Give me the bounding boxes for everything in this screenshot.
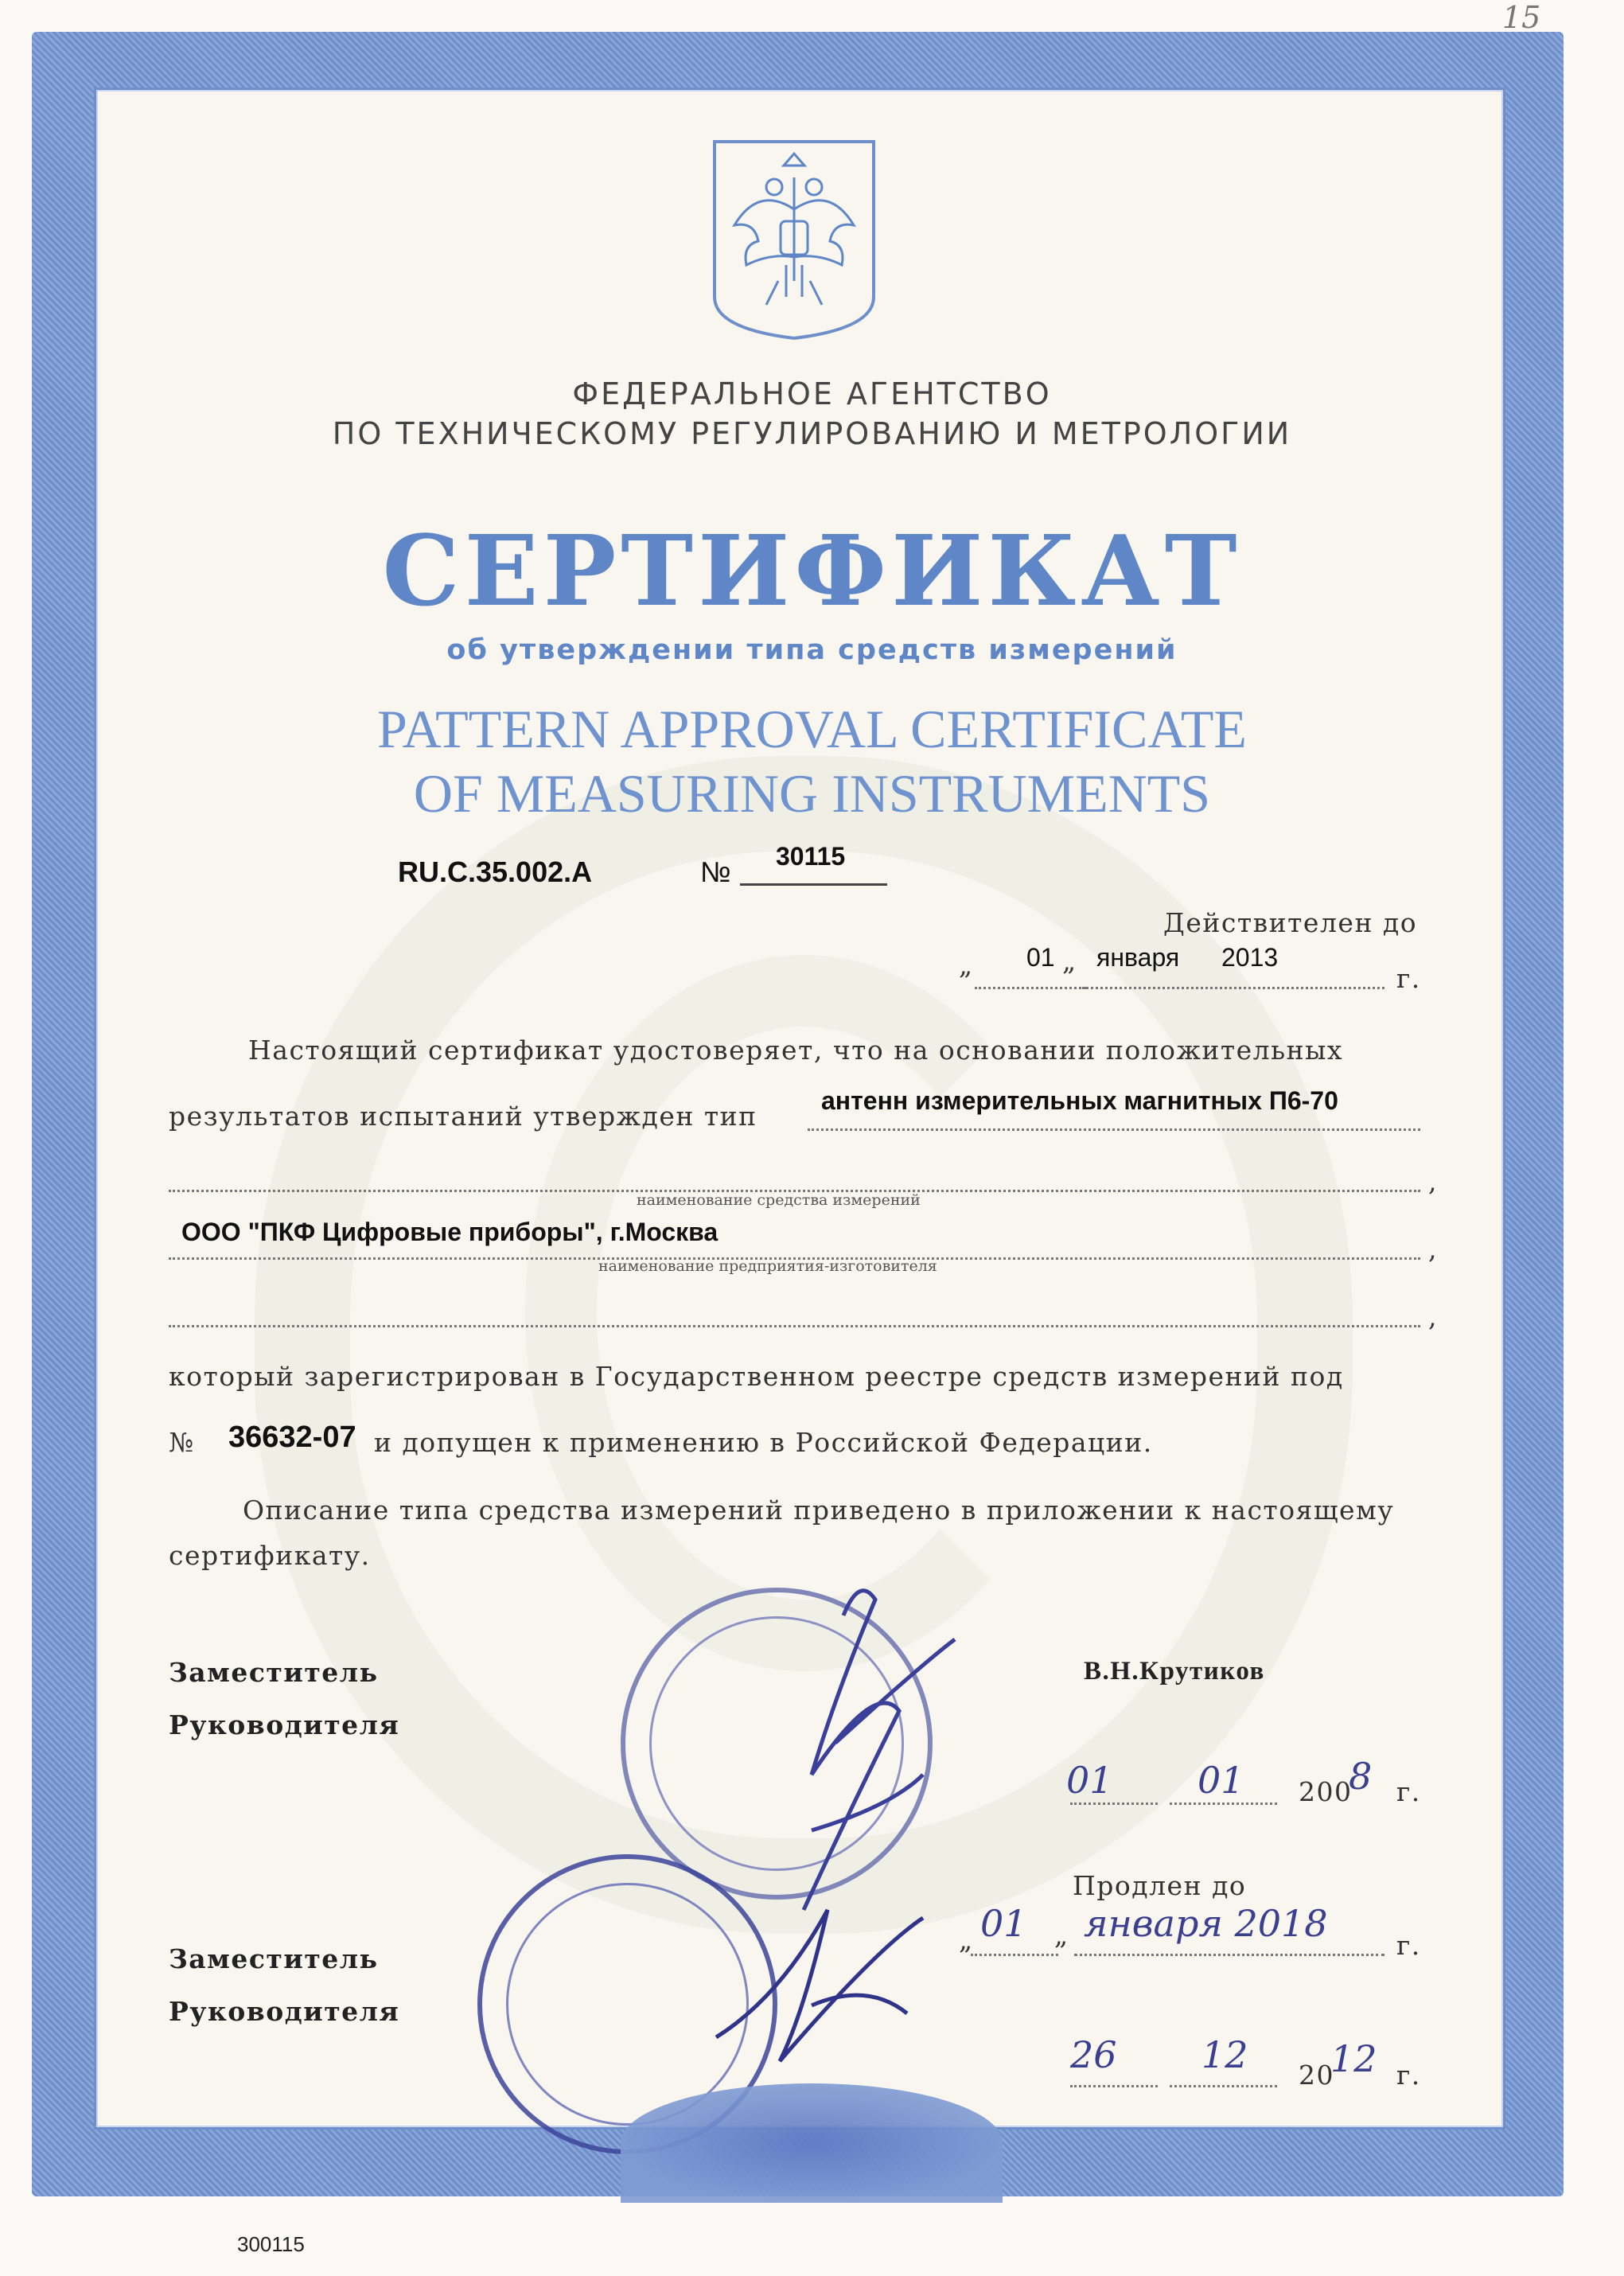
certificate-code: RU.C.35.002.A <box>398 855 593 888</box>
signature-1-year-hand: 8 <box>1349 1755 1373 1798</box>
registry-number-label: № <box>169 1427 195 1458</box>
signature-1-role-line-1: Заместитель <box>169 1657 379 1688</box>
certificate-number: 30115 <box>776 842 846 871</box>
instrument-name: антенн измерительных магнитных П6-70 <box>821 1086 1338 1115</box>
agency-line-2: ПО ТЕХНИЧЕСКОМУ РЕГУЛИРОВАНИЮ И МЕТРОЛОГИИ <box>332 416 1292 451</box>
signature-1-date-day: 01 <box>1066 1759 1113 1802</box>
agency-line-1: ФЕДЕРАЛЬНОЕ АГЕНТСТВО <box>572 376 1052 411</box>
signature-1-name: В.Н.Крутиков <box>1084 1657 1265 1686</box>
manufacturer-comma-2: , <box>1428 1301 1438 1332</box>
signature-1-year-suffix: г. <box>1396 1776 1421 1807</box>
certificate-number-line <box>740 883 887 886</box>
corner-note: 15 <box>1502 0 1541 35</box>
validity-year: 2013 <box>1221 943 1279 972</box>
signature-2-date-month: 12 <box>1201 2033 1248 2076</box>
signature-2-day-line <box>1070 2085 1158 2087</box>
signature-2-role-line-2: Руководителя <box>169 1996 400 2027</box>
extension-day: 01 <box>980 1902 1027 1945</box>
manufacturer-comma: , <box>1428 1233 1438 1265</box>
title-en-line-1: PATTERN APPROVAL CERTIFICATE <box>377 699 1247 759</box>
bottom-ornament <box>621 2083 1003 2203</box>
extension-day-line <box>971 1954 1058 1956</box>
signature-2-date-day: 26 <box>1070 2033 1117 2076</box>
certificate-title: СЕРТИФИКАТ <box>382 513 1242 628</box>
validity-year-suffix: г. <box>1396 963 1421 994</box>
registry-number: 36632-07 <box>228 1421 356 1454</box>
signature-2-month-line <box>1170 2085 1277 2087</box>
validity-close-quote: „ <box>1062 945 1077 976</box>
extension-open-quote: „ <box>959 1924 974 1955</box>
extension-close-quote: „ <box>1054 1919 1069 1951</box>
paragraph-3-line-1: Описание типа средства измерений приведено в приложении к настоящему <box>243 1495 1395 1526</box>
signature-1-date-month: 01 <box>1198 1759 1244 1802</box>
signature-1-day-line <box>1070 1802 1158 1805</box>
signature-1-role-line-2: Руководителя <box>169 1709 400 1740</box>
instrument-name-line <box>808 1128 1420 1131</box>
extension-suffix: г. <box>1396 1930 1421 1961</box>
paragraph-1-line-2: результатов испытаний утвержден тип <box>169 1101 757 1132</box>
signature-1-month-line <box>1170 1802 1277 1805</box>
validity-label: Действителен до <box>1163 907 1418 938</box>
paragraph-1-line-1: Настоящий сертификат удостоверяет, что на основании положительных <box>248 1035 1343 1066</box>
title-en-line-2: OF MEASURING INSTRUMENTS <box>413 763 1211 824</box>
certificate-subtitle: об утверждении типа средств измерений <box>446 634 1178 666</box>
serial-number: 300115 <box>237 2232 305 2256</box>
signature-2-year-hand: 12 <box>1330 2037 1377 2080</box>
manufacturer-name: ООО "ПКФ Цифровые приборы", г.Москва <box>181 1218 719 1246</box>
extension-date-line <box>1074 1954 1384 1956</box>
paragraph-2-line-1: который зарегистрирован в Государственном реестре средств измерений под <box>169 1361 1344 1392</box>
paragraph-2-rest: и допущен к применению в Российской Федерации. <box>374 1427 1153 1458</box>
caption-manufacturer: наименование предприятия-изготовителя <box>598 1257 937 1275</box>
extension-date: января 2018 <box>1084 1902 1328 1945</box>
validity-month: января <box>1096 943 1180 972</box>
caption-instrument: наименование средства измерений <box>637 1191 921 1209</box>
validity-open-quote: „ <box>959 949 974 980</box>
coat-of-arms-icon <box>711 138 878 341</box>
validity-day: 01 <box>1026 943 1055 972</box>
extension-label: Продлен до <box>1073 1870 1247 1901</box>
signature-2-year-suffix: г. <box>1396 2060 1421 2091</box>
paragraph-3-line-2: сертификату. <box>169 1540 371 1571</box>
validity-day-line <box>975 987 1086 989</box>
validity-date-line <box>1082 987 1384 989</box>
certificate-number-label: № <box>700 855 731 888</box>
signature-2-role-line-1: Заместитель <box>169 1943 379 1974</box>
signature-2-year-prefix: 20 <box>1299 2060 1334 2091</box>
manufacturer-line-2 <box>169 1325 1420 1327</box>
instrument-comma: , <box>1428 1166 1438 1197</box>
handwritten-signature-lower <box>684 1854 987 2093</box>
signature-1-year-prefix: 200 <box>1299 1776 1353 1807</box>
